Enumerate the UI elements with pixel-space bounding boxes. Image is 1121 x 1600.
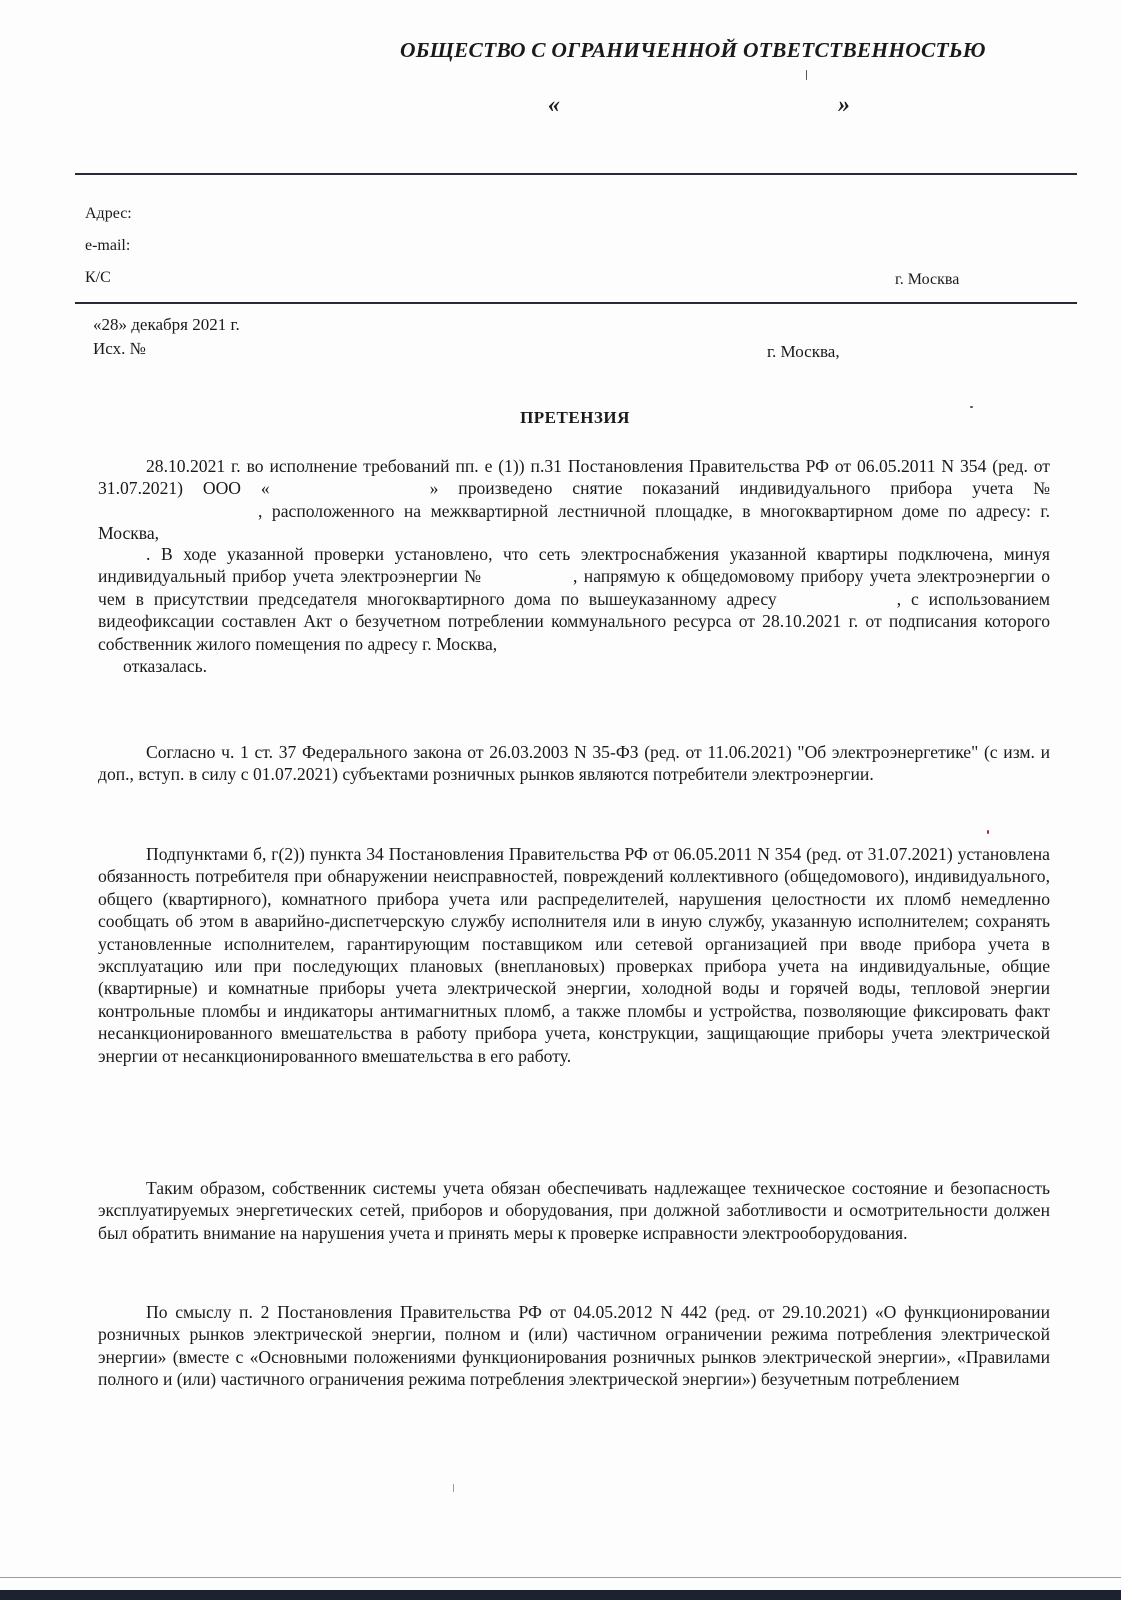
page-bottom-edge-line	[0, 1577, 1121, 1578]
paragraph-4-text: Подпунктами б, г(2)) пункта 34 Постановления Правительства РФ от 06.05.2011 N 354 (ред. от 31.07.2021) установлена обязанность потребителя при обнаружении неисправностей, повреждений коллективного (общедомового), индивидуального, общего (квартирного), комнатного прибора учета или распределителей, нарушения целостности их пломб немедленно сообщать об этом в аварийно-диспетчерскую службу исполнителя или в иную службу, указанную исполнителем; сохранять установленные исполнителем, гарантирующим поставщиком или сетевой организацией при вводе прибора учета в эксплуатацию или при последующих плановых (внеплановых) проверках прибора учета на индивидуальные, общие (квартирные) и комнатные приборы учета электрической энергии, холодной воды и горячей воды, тепловой энергии контрольные пломбы и индикаторы антимагнитных пломб, а также пломбы и устройства, позволяющие фиксировать факт несанкционированного вмешательства в работу прибора учета, конструкции, защищающие приборы учета электрической энергии от несанкционированного вмешательства в его работу.	[98, 844, 1050, 1066]
paragraph-2-part-b: , напрямую к общедомовому прибору учета электроэнергии о чем в присутствии председателя многоквартирного дома по вышеуказанному адресу	[98, 566, 1050, 609]
paragraph-3	[98, 741, 1050, 786]
paragraph-6-text: По смыслу п. 2 Постановления Правительства РФ от 04.05.2012 N 442 (ред. от 29.10.2021) «О функционировании розничных рынков электрической энергии, полном и (или) частичном ограничении режима потребления электрической энергии» (вместе с «Основными положениями функционирования розничных рынков электрической энергии», «Правилами полного и (или) частичного ограничения режима потребления электрической энергии») безучетным потреблением	[98, 1302, 1050, 1390]
header-divider-bottom	[75, 302, 1077, 304]
outgoing-number-label: Исх. №	[93, 339, 146, 358]
paragraph-2-part-a: . В ходе указанной проверки установлено, что сеть электроснабжения указанной квартиры подключена, минуя индивидуальный прибор учета электроэнергии №	[98, 544, 1050, 587]
header-city: г. Москва	[895, 271, 960, 288]
paragraph-2	[98, 543, 1050, 677]
paragraph-5	[98, 1177, 1050, 1244]
address-label: Адрес:	[85, 205, 132, 222]
paragraph-1-part-a: 28.10.2021 г. во исполнение требований пп. е (1)) п.31 Постановления Правительства РФ от 06.05.2011 N 354 (ред. от 31.07.2021) ООО «	[98, 456, 1050, 499]
scan-speck	[453, 1484, 454, 1492]
ks-label: К/С	[85, 269, 111, 286]
document-heading: ПРЕТЕНЗИЯ	[520, 408, 630, 427]
scanner-edge	[0, 1590, 1121, 1600]
paragraph-2-part-c: , с использованием видеофиксации составлен Акт о безучетном потреблении коммунального ресурса от 28.10.2021 г. от подписания которого собственник жилого помещения по адресу г. Москва,	[98, 588, 1050, 654]
paragraph-1-part-b: » произведено снятие показаний индивидуального прибора учета №	[429, 478, 1050, 499]
org-name-close-quote: »	[838, 92, 850, 118]
scan-speck	[970, 406, 973, 408]
paragraph-4	[98, 843, 1050, 1067]
scan-speck	[987, 830, 989, 834]
letter-city: г. Москва,	[767, 342, 840, 361]
paragraph-1-part-c: , расположенного на межквартирной лестничной площадке, в многоквартирном доме по адресу: г. Москва,	[98, 500, 1050, 544]
letter-date: «28» декабря 2021 г.	[93, 315, 240, 334]
scan-speck	[806, 70, 807, 80]
paragraph-1	[98, 455, 1050, 545]
paragraph-2-part-d: отказалась.	[123, 656, 208, 677]
org-name-open-quote: «	[548, 92, 560, 118]
paragraph-6	[98, 1301, 1050, 1391]
header-divider-top	[75, 173, 1077, 175]
org-title: ОБЩЕСТВО С ОГРАНИЧЕННОЙ ОТВЕТСТВЕННОСТЬЮ	[400, 38, 986, 62]
email-label: e-mail:	[85, 237, 131, 254]
paragraph-5-text: Таким образом, собственник системы учета обязан обеспечивать надлежащее техническое состояние и безопасность эксплуатируемых энергетических сетей, приборов и оборудования, при должной заботливости и осмотрительности должен был обратить внимание на нарушения учета и принять меры к проверке исправности электрооборудования.	[98, 1178, 1050, 1243]
paragraph-3-text: Согласно ч. 1 ст. 37 Федерального закона от 26.03.2003 N 35-ФЗ (ред. от 11.06.2021) "Об электроэнергетике" (с изм. и доп., вступ. в силу с 01.07.2021) субъектами розничных рынков являются потребители электроэнергии.	[98, 742, 1050, 785]
